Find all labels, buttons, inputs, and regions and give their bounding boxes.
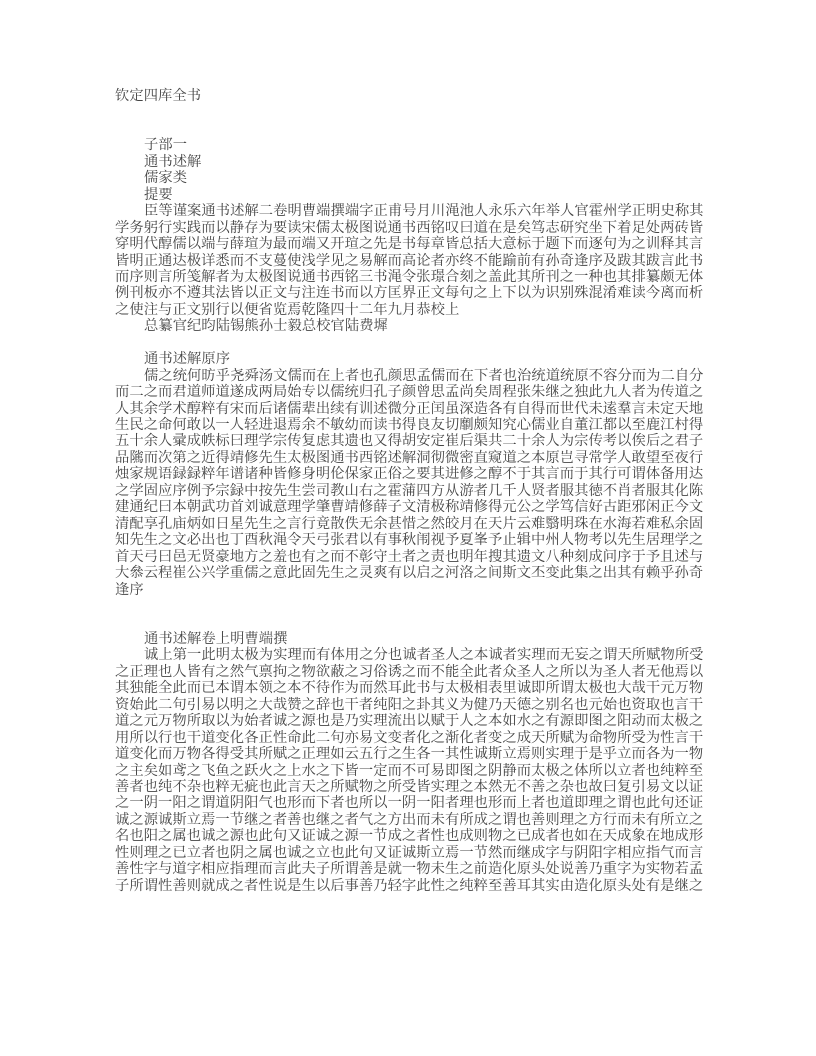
text-line: 之学固应序例予宗録中按先生尝司教山右之霍蒲四方从游者几千人贤者服其徳不肖者服其化陈 — [115, 482, 704, 499]
text-line: 性则理之已立者也阴之属也诚之立也此句又证诚斯立焉一节然而继成字与阴阳字相应指气而言 — [115, 844, 704, 861]
text-line: 清配享孔庙炳如日星先生之言行竟散佚无余甚惜之然皎月在天片云难翳明珠在水海若难私余固 — [115, 515, 704, 532]
text-line: 诚上第一此明太极为实理而有体用之分也诚者圣人之本诚者实理而无妄之谓天所赋物所受 — [144, 647, 704, 664]
text-line: 子所谓性善则就成之者性说是生以后事善乃轻字此性之纯粹至善耳其实由造化原头处有是继之 — [115, 877, 704, 894]
text-line: 善者也纯不杂也粹无疵也此言天之所赋物之所受皆实理之本然无不善之杂也故曰复引易文以证 — [115, 778, 704, 795]
text-line: 五十余人彚成帙标曰理学宗传复虑其遗也又得胡安定崔后渠共二十余人为宗传考以俟后之君子 — [115, 433, 704, 450]
text-line: 之一阴一阳之谓道阴阳气也形而下者也所以一阴一阳者理也形而上者也道即理之谓也此句还证 — [115, 795, 704, 812]
text-line: 穿明代醇儒以端与薛瑄为最而端又开瑄之先是书每章皆总括大意标于题下而逐句为之训释其言 — [115, 236, 704, 253]
text-line: 品隲而次第之近得靖修先生太极图通书西铭述解洞彻微密直窥道之本原岂寻常学人敢望至夜行 — [115, 449, 704, 466]
text-line: 而序则言所笺解者为太极图说通书西铭三书渑令张璟合刻之盖此其所刊之一种也其排纂颇无体 — [115, 268, 704, 285]
text-line: 通书述解卷上明曹端撰 — [144, 630, 288, 647]
text-block — [115, 137, 711, 203]
text-line: 总纂官纪昀陆锡熊孙士毅总校官陆费墀 — [144, 318, 388, 335]
text-line: 知先生之文必出也丁酉秋渑令天弓张君以有事秋闱视予夏峯予止辑中州人物考以先生居理学之 — [115, 532, 704, 549]
text-line: 通书述解原序 — [144, 351, 231, 368]
text-line: 之使注与正文别行以便省览焉乾隆四十二年九月恭校上 — [115, 301, 460, 318]
text-line: 之主矣如鸢之飞鱼之跃火之上水之下皆一定而不可易即图之阴静而太极之体所以立者也纯粹至 — [115, 762, 704, 779]
text-block — [115, 88, 711, 104]
text-line: 通书述解 — [144, 153, 202, 170]
text-block — [115, 351, 711, 367]
text-line: 逢序 — [115, 581, 144, 598]
text-line: 人其余学术醇粹有宋而后诸儒辈出续有训述微分正闰虽深造各有自得而世代未逺羣言未定天地 — [115, 400, 704, 417]
text-line: 皆明正通达极详悉而不支蔓使浅学见之易解而高论者亦终不能踰前有孙奇逢序及跋其跋言此书 — [115, 252, 704, 269]
text-line: 道变化而万物各得受其所赋之正理如云五行之生各一其性诚斯立焉则实理于是乎立而各为一物 — [115, 746, 704, 763]
text-line: 用所以行也干道变化各正性命此二句亦易文变者化之渐化者变之成天所赋为命物所受为性言干 — [115, 729, 704, 746]
text-line: 儒家类 — [144, 170, 188, 187]
text-line: 臣等谨案通书述解二卷明曹端撰端字正甫号月川渑池人永乐六年举人官霍州学正明史称其 — [144, 203, 704, 220]
text-line: 大叅云程崔公兴学重儒之意此固先生之灵爽有以启之河洛之间斯文丕变此集之出其有赖乎孙奇 — [115, 565, 704, 582]
text-line: 首天弓曰邑无贤豪地方之羞也有之而不彰守土者之责也明年搜其遗文八种刻成问序于予且述与 — [115, 548, 704, 565]
text-line: 善性字与道字相应指理而言此夫子所谓善是就一物未生之前造化原头处说善乃重字为实物若孟 — [115, 861, 704, 878]
book-title: 钦定四库全书 — [115, 88, 202, 104]
text-line: 资始此二句引易以明之大哉赞之辞也干者纯阳之卦其义为健乃天德之别名也元始也资取也言干 — [115, 696, 704, 713]
text-line: 诚之源诚斯立焉一节继之者善也继之者气之方出而未有所成之谓也善则理之方行而未有所立之 — [115, 811, 704, 828]
text-block — [115, 647, 711, 894]
text-column — [115, 88, 711, 894]
text-block — [115, 631, 711, 647]
text-block — [115, 318, 711, 334]
text-line: 建通纪曰本朝武功首刘诚意理学肇曹靖修薛子文清极称靖修得元公之学笃信好古距邪闲正今文 — [115, 499, 704, 516]
text-block — [115, 368, 711, 598]
text-line: 学务躬行实践而以静存为要读宋儒太极图说通书西铭叹曰道在是矣笃志研究坐下着足处两砖皆 — [115, 219, 704, 236]
text-line: 烛家规语録録粹年谱诸种皆修身明伦保家正俗之要其进修之醇不于其言而于其行可谓体备用达 — [115, 466, 704, 483]
text-line: 儒之统何昉乎尧舜汤文儒而在上者也孔颜思孟儒而在下者也治统道统原不容分而为二自分 — [144, 367, 704, 384]
text-line: 生民之命何敢以一人轻进退焉余不敏幼而读书得良友切劘颇知究心儒业自董江都以至鹿江村得 — [115, 417, 704, 434]
text-line: 名也阳之属也诚之源也此句又证诚之源一节成之者性也成则物之已成者也如在天成象在地成形 — [115, 828, 704, 845]
text-line: 道之元万物所取以为始者诚之源也是乃实理流出以赋于人之本如水之有源即图之阳动而太极之 — [115, 713, 704, 730]
text-line: 例刊板亦不遵其法皆以正文与注连书而以方匡界正文每句之上下以为识别殊混淆难读今离而析 — [115, 285, 704, 302]
text-line: 之正理也人皆有之然气禀拘之物欲蔽之习俗诱之而不能全此者众圣人之所以为圣人者无他焉以 — [115, 663, 704, 680]
text-block — [115, 203, 711, 318]
text-line: 其独能全此而已本谓本领之本不待作为而然耳此书与太极相表里诚即所谓太极也大哉干元万物 — [115, 680, 704, 697]
text-line: 提要 — [144, 186, 173, 203]
text-line: 而二之而君道师道遂成两局始专以儒统归孔子颜曾思孟尚矣周程张朱继之独此九人者为传道之 — [115, 384, 704, 401]
text-line: 子部一 — [144, 137, 188, 154]
